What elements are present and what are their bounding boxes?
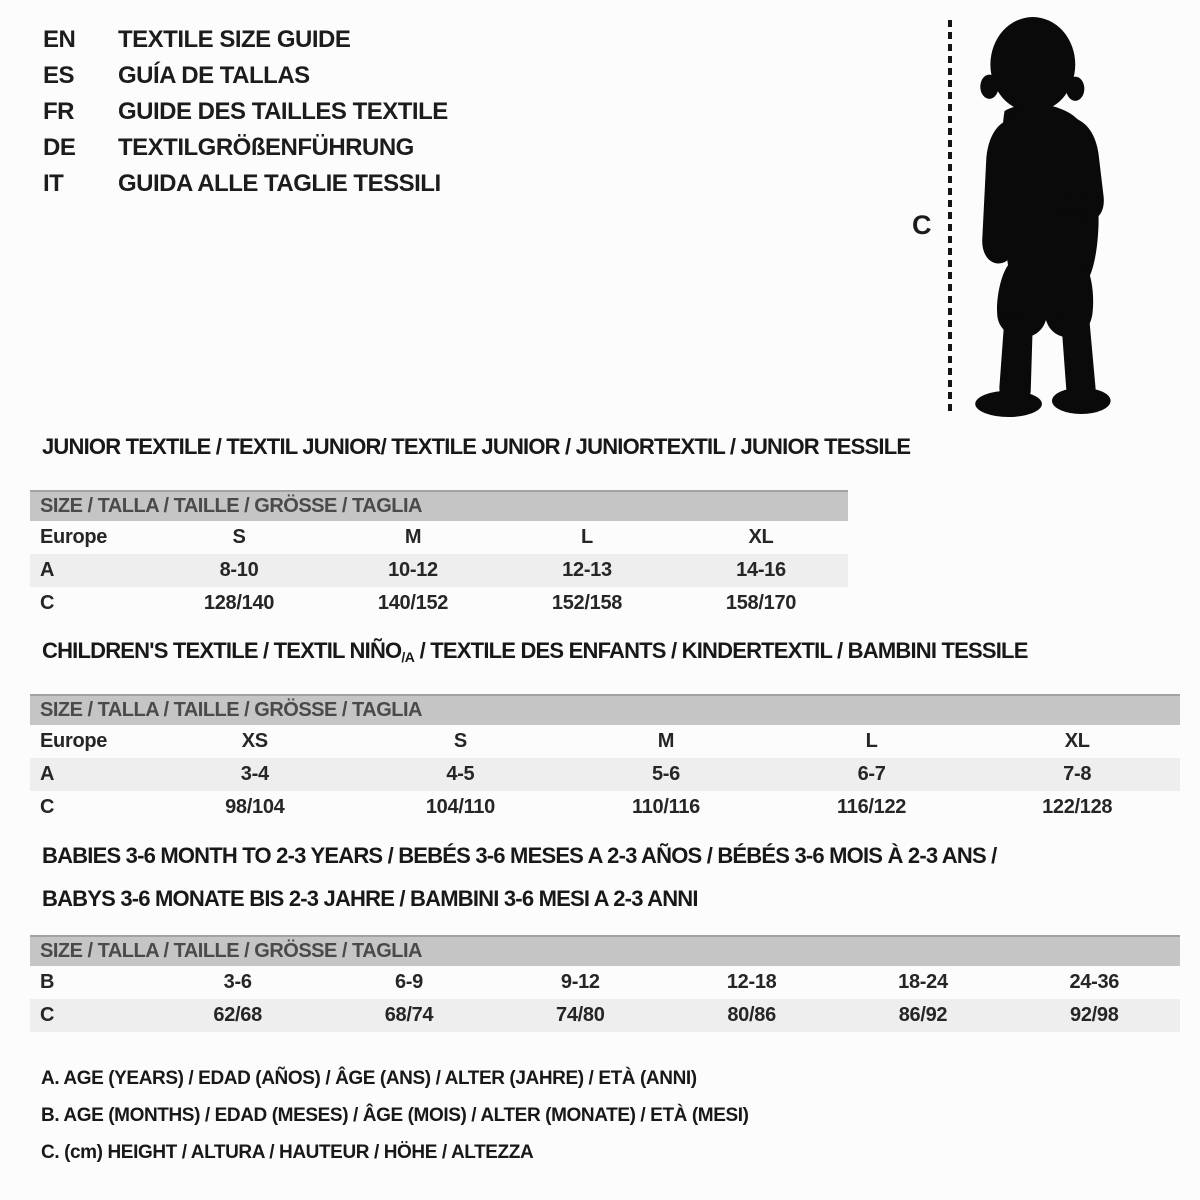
- language-title: TEXTILE SIZE GUIDE: [118, 26, 351, 53]
- size-cell: L: [581, 526, 593, 548]
- row-label: A: [40, 763, 55, 785]
- junior-section-title: JUNIOR TEXTILE / TEXTIL JUNIOR/ TEXTILE JUNIOR / JUNIORTEXTIL / JUNIOR TESSILE: [42, 434, 911, 459]
- table-row-months: [30, 966, 1180, 999]
- language-row-it: [43, 166, 448, 202]
- babies-section-title-line2: BABYS 3-6 MONATE BIS 2-3 JAHRE / BAMBINI 3-6 MESI A 2-3 ANNI: [42, 886, 698, 911]
- language-row-en: [43, 22, 448, 58]
- value-cell: 10-12: [388, 559, 438, 581]
- junior-textile-section: [30, 434, 911, 620]
- table-row-europe: [30, 725, 1180, 758]
- value-cell: 116/122: [837, 796, 907, 818]
- height-label: C: [912, 210, 932, 240]
- size-header-bar: SIZE / TALLA / TAILLE / GRÖSSE / TAGLIA: [30, 490, 848, 521]
- value-cell: 6-7: [857, 763, 886, 785]
- size-header-bar: SIZE / TALLA / TAILLE / GRÖSSE / TAGLIA: [30, 694, 1180, 725]
- value-cell: 12-13: [562, 559, 612, 581]
- row-label: C: [40, 1004, 55, 1026]
- value-cell: 104/110: [425, 796, 495, 818]
- value-cell: 68/74: [384, 1004, 434, 1026]
- value-cell: 74/80: [556, 1004, 605, 1026]
- row-label: Europe: [40, 730, 108, 752]
- size-cell: XL: [1064, 730, 1090, 752]
- value-cell: 5-6: [651, 763, 680, 785]
- value-cell: 3-4: [240, 763, 269, 785]
- table-row-height: [30, 587, 848, 620]
- value-cell: 62/68: [213, 1004, 262, 1026]
- table-row-height: [30, 999, 1180, 1032]
- value-cell: 158/170: [725, 592, 797, 614]
- legend-line-age-years: A. AGE (YEARS) / EDAD (AÑOS) / ÂGE (ANS) / ALTER (JAHRE) / ETÀ (ANNI): [41, 1068, 697, 1089]
- value-cell: 92/98: [1070, 1004, 1119, 1026]
- size-cell: M: [657, 730, 675, 752]
- row-label: A: [40, 559, 55, 581]
- row-label: C: [40, 796, 55, 818]
- language-code: FR: [43, 98, 74, 125]
- value-cell: 9-12: [560, 971, 600, 993]
- value-cell: 122/128: [1042, 796, 1113, 818]
- value-cell: 128/140: [203, 592, 275, 614]
- children-textile-section: [30, 640, 1180, 824]
- toddler-silhouette-icon: [968, 14, 1134, 418]
- table-row-age: [30, 554, 848, 587]
- height-figure: [900, 0, 1200, 430]
- value-cell: 3-6: [223, 971, 252, 993]
- value-cell: 24-36: [1069, 971, 1120, 993]
- value-cell: 14-16: [736, 559, 786, 581]
- language-row-es: [43, 58, 448, 94]
- size-cell: L: [865, 730, 878, 752]
- language-row-de: [43, 130, 448, 166]
- table-row-europe: [30, 521, 848, 554]
- legend: [41, 1068, 749, 1179]
- size-cell: XL: [748, 526, 774, 548]
- language-title: TEXTILGRÖßENFÜHRUNG: [118, 134, 414, 161]
- language-title: GUIDE DES TAILLES TEXTILE: [118, 98, 448, 125]
- size-header-bar: SIZE / TALLA / TAILLE / GRÖSSE / TAGLIA: [30, 935, 1180, 966]
- language-code: EN: [43, 26, 76, 53]
- value-cell: 12-18: [726, 971, 777, 993]
- value-cell: 18-24: [898, 971, 948, 993]
- language-title: GUÍA DE TALLAS: [118, 62, 310, 89]
- value-cell: 4-5: [446, 763, 475, 785]
- language-title: GUIDA ALLE TAGLIE TESSILI: [118, 170, 441, 197]
- size-cell: S: [232, 526, 246, 548]
- language-code: IT: [43, 170, 64, 197]
- value-cell: 110/116: [631, 796, 700, 818]
- value-cell: 7-8: [1063, 763, 1092, 785]
- value-cell: 152/158: [551, 592, 623, 614]
- size-cell: M: [404, 526, 422, 548]
- table-row-height: [30, 791, 1180, 824]
- height-measure-line: [948, 20, 952, 416]
- children-section-title: CHILDREN'S TEXTILE / TEXTIL NIÑO/A / TEXTILE DES ENFANTS / KINDERTEXTIL / BAMBINI TESSILE: [42, 638, 1028, 665]
- value-cell: 98/104: [225, 796, 285, 818]
- value-cell: 140/152: [377, 592, 449, 614]
- value-cell: 8-10: [219, 559, 259, 581]
- legend-line-age-months: B. AGE (MONTHS) / EDAD (MESES) / ÂGE (MOIS) / ALTER (MONATE) / ETÀ (MESI): [41, 1105, 749, 1126]
- size-cell: S: [453, 730, 467, 752]
- row-label: Europe: [40, 526, 108, 548]
- babies-textile-section: [30, 845, 1180, 1032]
- value-cell: 86/92: [898, 1004, 948, 1026]
- row-label: C: [40, 592, 55, 614]
- babies-section-title: BABIES 3-6 MONTH TO 2-3 YEARS / BEBÉS 3-6 MESES A 2-3 AÑOS / BÉBÉS 3-6 MOIS À 2-3 ANS /: [42, 843, 997, 868]
- value-cell: 6-9: [394, 971, 423, 993]
- language-row-fr: [43, 94, 448, 130]
- value-cell: 80/86: [727, 1004, 776, 1026]
- row-label: B: [40, 971, 55, 993]
- language-code: DE: [43, 134, 76, 161]
- size-cell: XS: [241, 730, 268, 752]
- table-row-age: [30, 758, 1180, 791]
- language-code: ES: [43, 62, 75, 89]
- language-header: [43, 22, 448, 202]
- legend-line-height: C. (cm) HEIGHT / ALTURA / HAUTEUR / HÖHE / ALTEZZA: [41, 1142, 534, 1163]
